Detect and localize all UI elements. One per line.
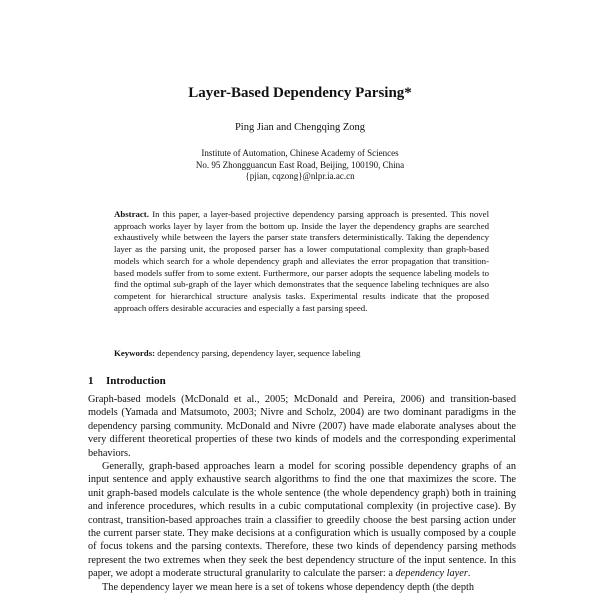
keywords: [114, 348, 489, 360]
abstract-label: Abstract.: [114, 209, 149, 219]
section-number: 1: [88, 375, 94, 387]
authors: Ping Jian and Chengqing Zong: [234, 122, 366, 133]
abstract: [114, 209, 489, 314]
section-heading: [88, 374, 166, 388]
paragraph-2: [88, 460, 516, 581]
affiliation-email: {pjian, cqzong}@nlpr.ia.ac.cn: [245, 171, 355, 181]
keywords-label: Keywords:: [114, 348, 156, 358]
affiliation-address: No. 95 Zhongguancun East Road, Beijing, 100190, China: [195, 159, 405, 170]
keywords-text: dependency parsing, dependency layer, sequence labeling: [157, 348, 361, 358]
paragraph-3: The dependency layer we mean here is a set of tokens whose dependency depth (the depth: [102, 581, 474, 593]
paragraph-1: Graph-based models (McDonald et al., 2005; McDonald and Pereira, 2006) and transition-based models (Yamada and Matsumoto, 2003; Nivre and Scholz, 2004) are two dominant paradigms in the dependency parsing community. McDonald and Nivre (2007) have made elaborate analyses about the very different theoretical properties of these two kinds of models and the corresponding experimental behaviors.: [88, 394, 516, 459]
body-text: [88, 393, 516, 594]
paragraph-2-end: .: [467, 568, 471, 580]
abstract-text: In this paper, a layer-based projective dependency parsing approach is presented. This novel approach works layer by layer from the bottom up. Inside the layer the dependency graphs are searched exhaustively while between the layers the parser state transfers deterministically. Taking the dependency layer as the parsing unit, the proposed parser has a lower computational complexity than graph-based models which search for a whole dependency graph and alleviates the error propagation that transition-based models suffer from to some extent. Furthermore, our parser adopts the sequence labeling models to find the optimal sub-graph of the layer which demonstrates that the sequence labeling techniques are also competent for hierarchical structure analysis tasks. Experimental results indicate that the proposed approach offers desirable accuracies and especially a fast parsing speed.: [114, 209, 490, 313]
paragraph-2-text: Generally, graph-based approaches learn a model for scoring possible dependency graphs of an input sentence and apply exhaustive search algorithms to find the one that maximizes the score. The unit graph-based models calculate is the whole sentence (the whole dependency graph) both in training and inference procedures, which results in a cubic computational complexity (in projective case). By contrast, transition-based approaches train a classifier to greedily choose the best parsing action under the current parser state. They make decisions at a configuration which is usually composed by a couple of focus tokens and the parsing contexts. Therefore, these two kinds of dependency parsing methods represent the two extremes when they seek the best dependency structure of the input sentence. In this paper, we adopt a moderate structural granularity to calculate the parser: a: [88, 461, 516, 580]
paragraph-2-emphasis: dependency layer: [395, 568, 468, 580]
affiliation-block: [0, 148, 600, 183]
affiliation-institute: Institute of Automation, Chinese Academy of Sciences: [201, 148, 399, 158]
paper-title: Layer-Based Dependency Parsing*: [188, 85, 412, 101]
section-title: Introduction: [106, 375, 166, 387]
